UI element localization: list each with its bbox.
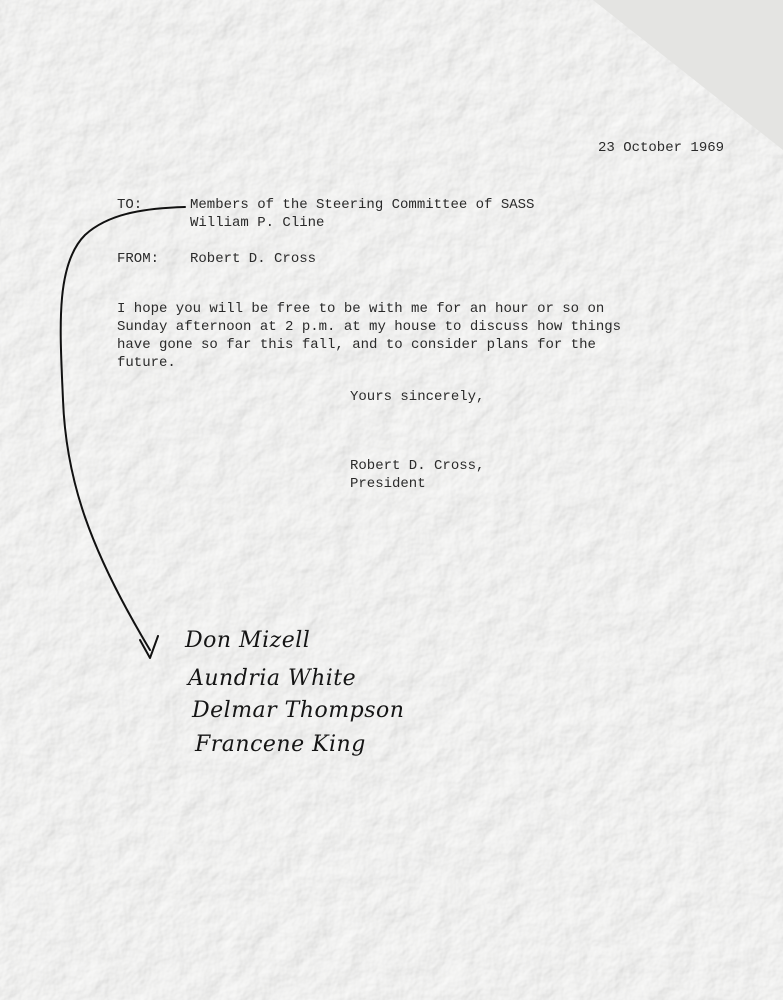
closing: Yours sincerely, [350, 389, 485, 405]
body-line: Sunday afternoon at 2 p.m. at my house to discuss how things [117, 319, 622, 335]
handwritten-name: Delmar Thompson [192, 698, 405, 723]
from-label: FROM: [117, 251, 160, 267]
to-recipient-cline: William P. Cline [190, 215, 325, 231]
to-recipients: Members of the Steering Committee of SASS [190, 197, 535, 213]
body-line: future. [117, 355, 176, 371]
from-sender: Robert D. Cross [190, 251, 317, 267]
handwritten-name: Francene King [195, 732, 366, 757]
signature-title: President [350, 476, 426, 492]
body-line: have gone so far this fall, and to consider plans for the [117, 337, 596, 353]
body-line: I hope you will be free to be with me for an hour or so on [117, 301, 605, 317]
memo-date: 23 October 1969 [598, 140, 725, 156]
folded-corner [593, 0, 783, 150]
to-label: TO: [117, 197, 143, 213]
handwritten-name: Don Mizell [185, 628, 311, 653]
signature-name: Robert D. Cross, [350, 458, 485, 474]
handwritten-name: Aundria White [188, 666, 357, 691]
